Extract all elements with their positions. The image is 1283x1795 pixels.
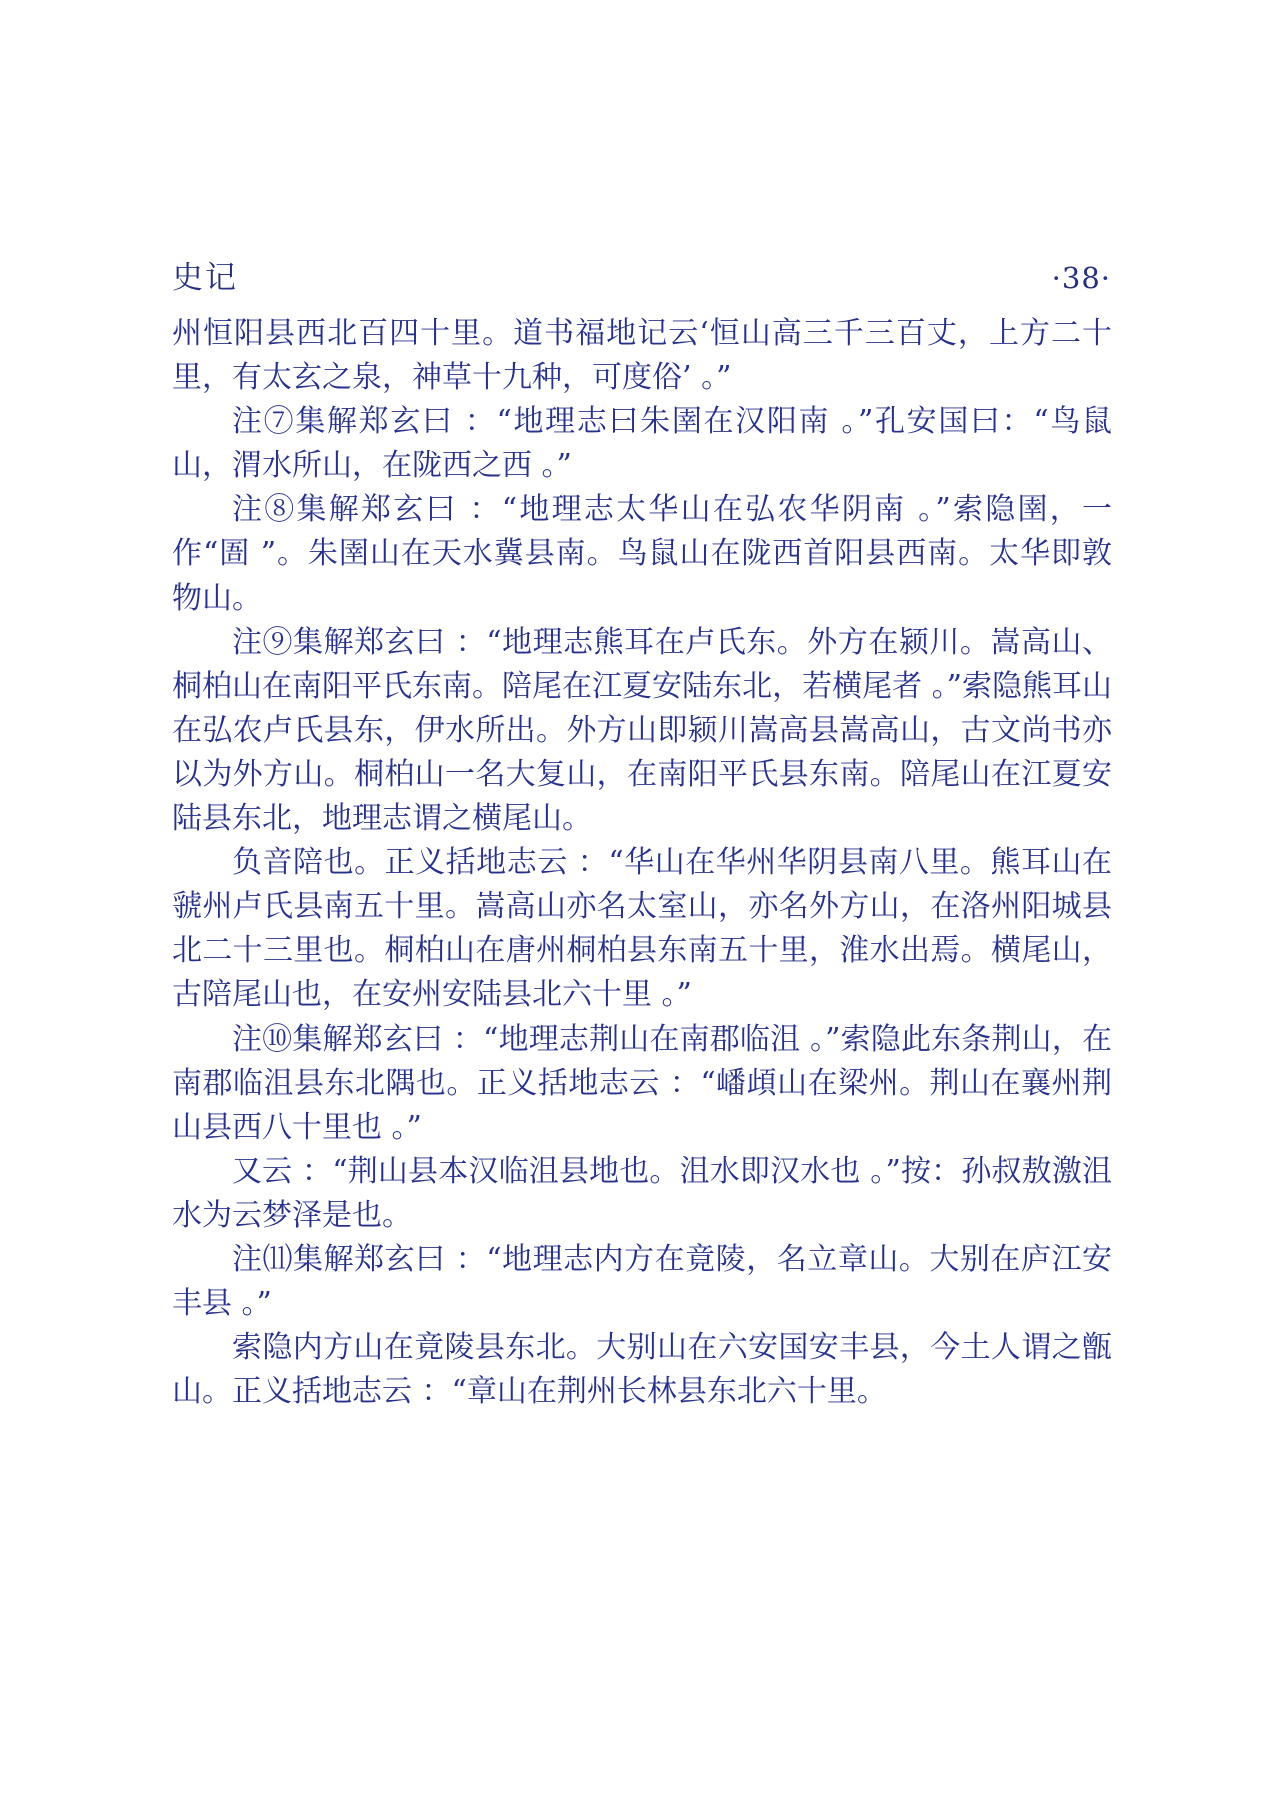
paragraph: 又云 ：“荆山县本汉临沮县地也。沮水即汉水也 。”按：孙叔敖激沮水为云梦泽是也。 xyxy=(172,1153,1112,1233)
paragraph: 注⑨集解郑玄曰 ：“地理志熊耳在卢氏东。外方在颍川。嵩高山、桐柏山在南阳平氏东南。陪尾在江夏安陆东北，若横尾者 。”索隐熊耳山在弘农卢氏县东，伊水所出。外方山即颍川嵩高县嵩高山，古文尚书亦以为外方山。桐柏山一名大复山，在南阳平氏县东南。陪尾山在江夏安陆县东北，地理志谓之横尾山。 xyxy=(172,624,1112,837)
page-header xyxy=(172,252,1111,296)
paragraph: 注⑾集解郑玄曰 ：“地理志内方在竟陵，名立章山。大别在庐江安丰县 。” xyxy=(172,1241,1112,1322)
paragraph: 索隐内方山在竟陵县东北。大别山在六安国安丰县，今土人谓之甑山。正义括地志云 ：“章山在荆州长林县东北六十里。 xyxy=(172,1330,1112,1410)
book-title: 史记 xyxy=(172,260,238,296)
paragraph: 州恒阳县西北百四十里。道书福地记云‘恒山高三千三百丈，上方二十里，有太玄之泉，神草十九种，可度俗’ 。” xyxy=(172,316,1112,396)
paragraph: 注⑦集解郑玄曰 ：“地理志曰朱圉在汉阳南 。”孔安国曰：“鸟鼠山，渭水所山，在陇西之西 。” xyxy=(172,404,1112,484)
paragraph: 负音陪也。正义括地志云 ：“华山在华州华阴县南八里。熊耳山在虢州卢氏县南五十里。嵩高山亦名太室山，亦名外方山，在洛州阳城县北二十三里也。桐柏山在唐州桐柏县东南五十里，淮水出焉。横尾山，古陪尾山也，在安州安陆县北六十里 。” xyxy=(172,845,1112,1013)
paragraph: 注⑩集解郑玄曰 ：“地理志荆山在南郡临沮 。”索隐此东条荆山，在南郡临沮县东北隅也。正义括地志云 ：“嶓頉山在梁州。荆山在襄州荆山县西八十里也 。” xyxy=(172,1021,1112,1145)
page-body xyxy=(172,312,1112,1414)
paragraph: 注⑧集解郑玄曰 ：“地理志太华山在弘农华阴南 。”索隐圉，一作“圄 ”。朱圉山在天水冀县南。鸟鼠山在陇西首阳县西南。太华即敦物山。 xyxy=(172,492,1112,616)
page-number: ·38· xyxy=(1051,261,1111,295)
